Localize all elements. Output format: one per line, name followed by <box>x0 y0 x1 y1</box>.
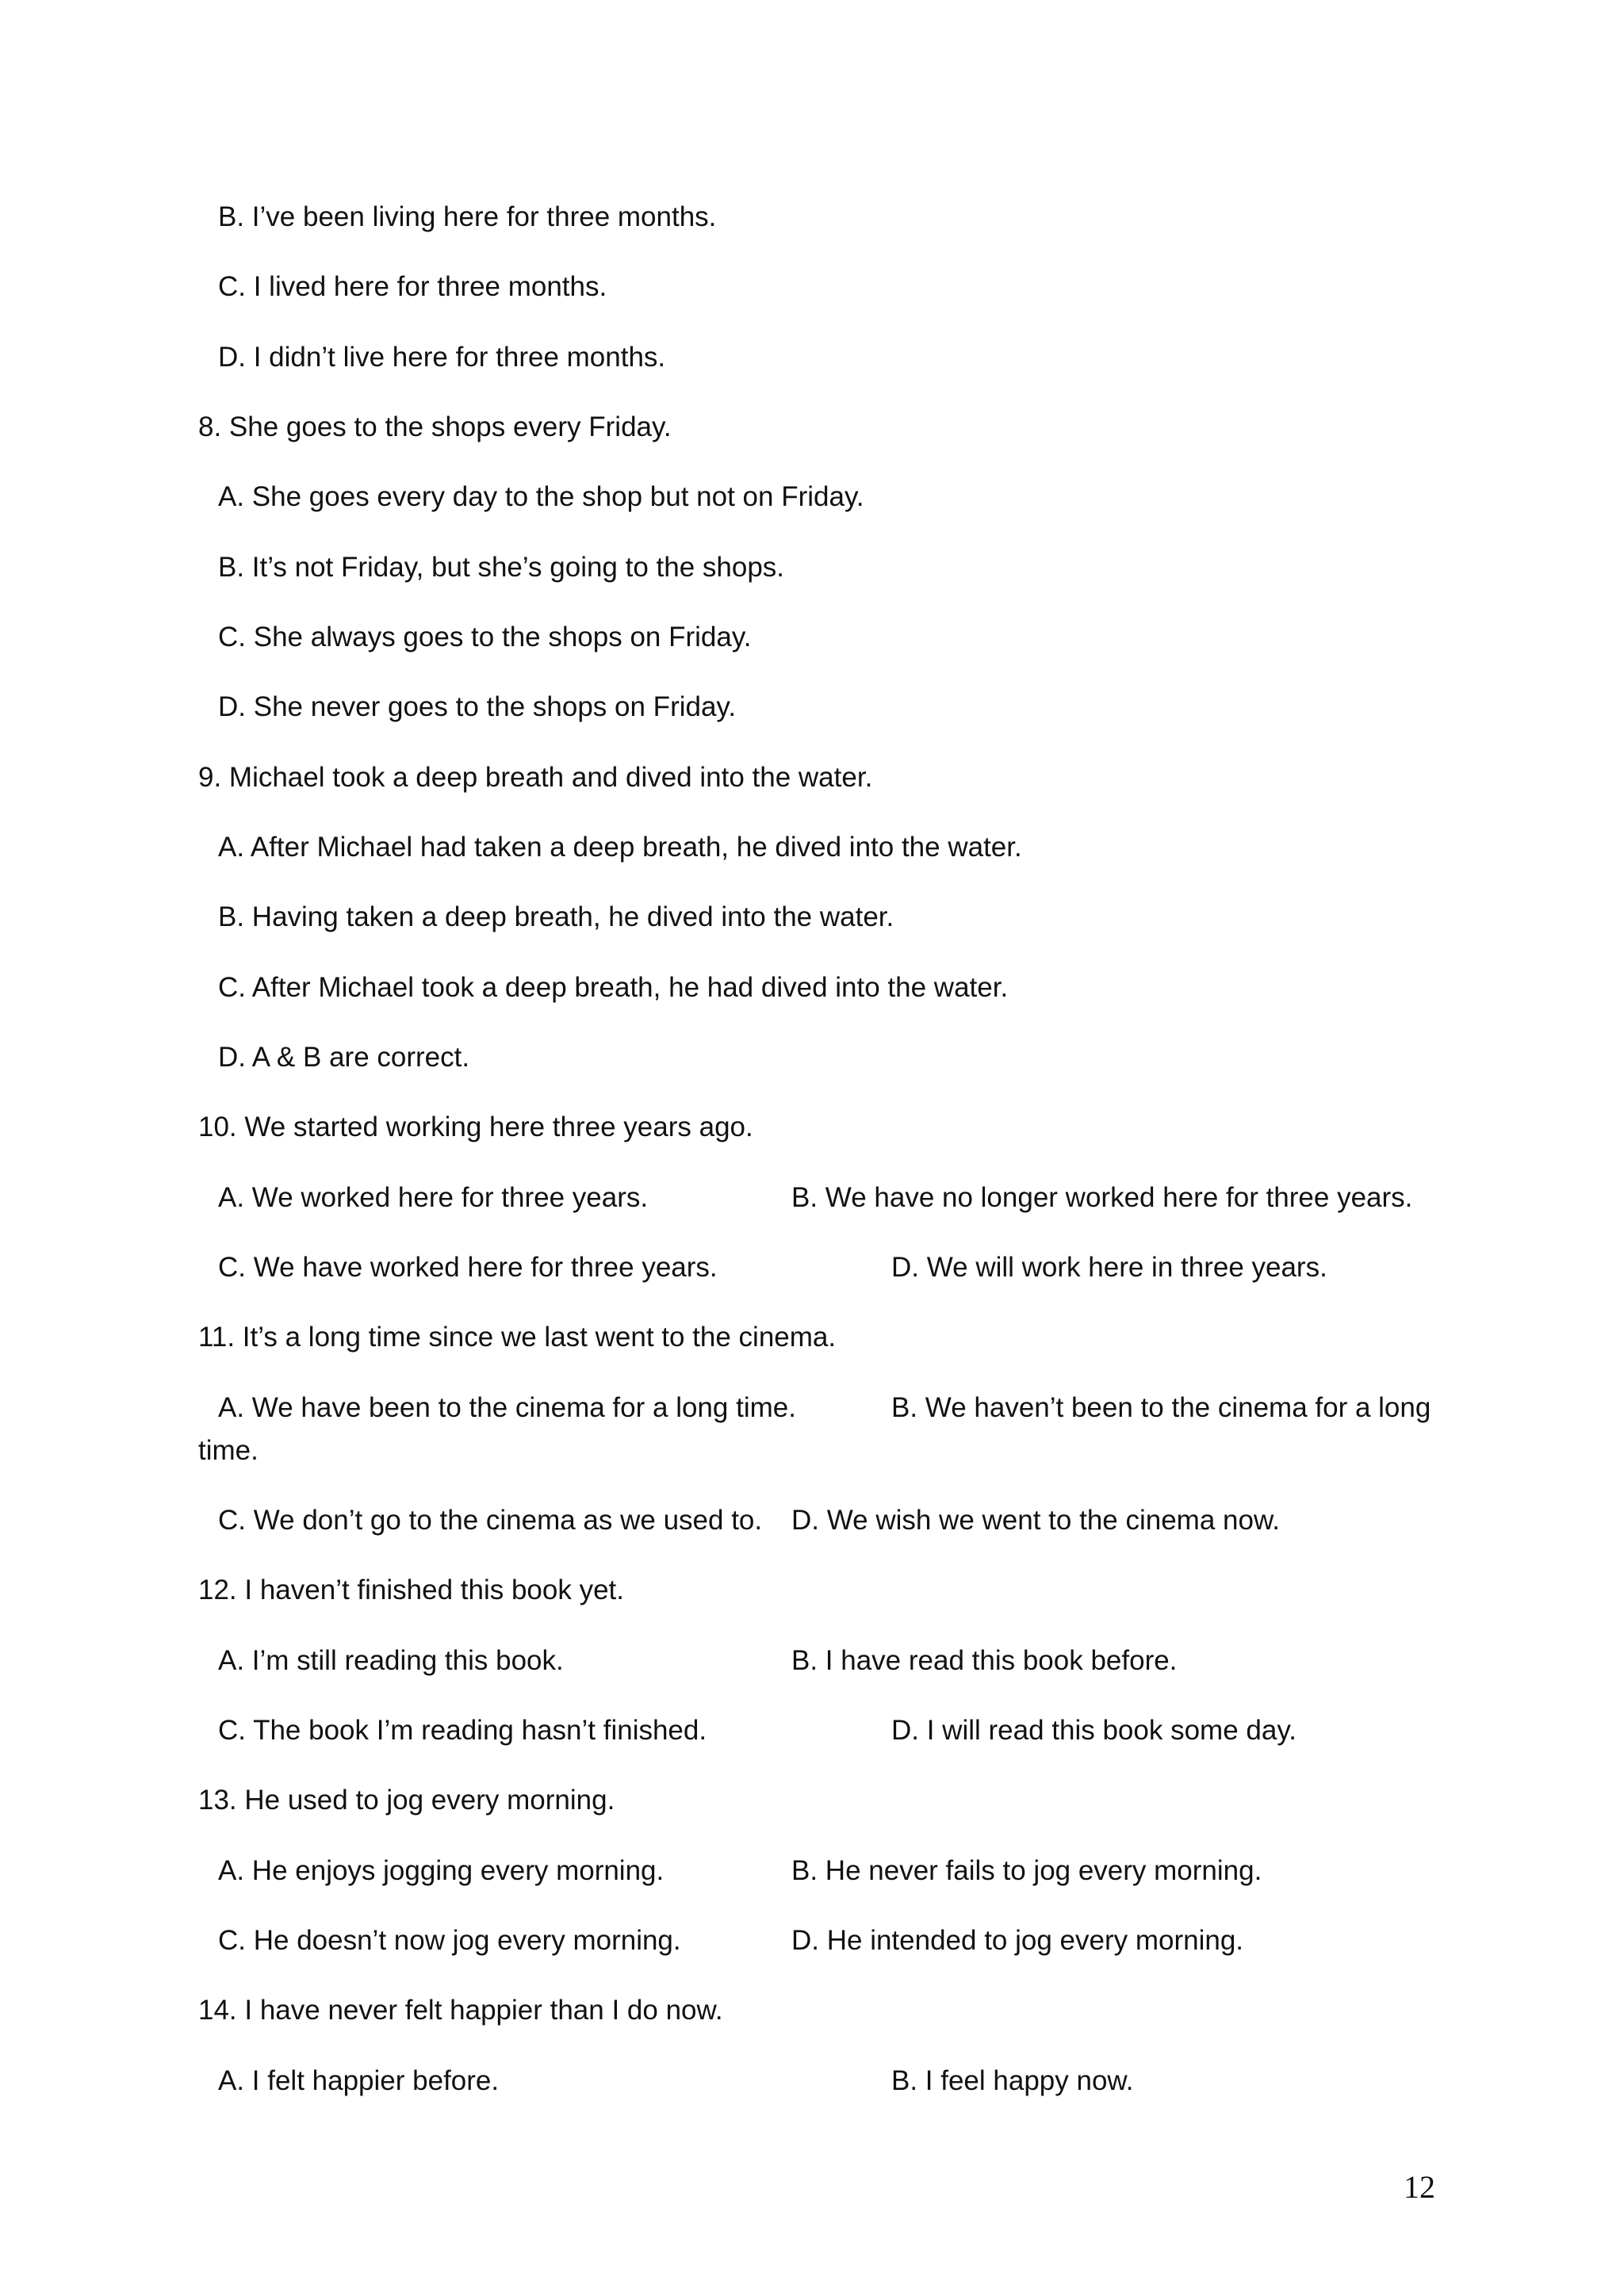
option-14-b: B. I feel happy now. <box>891 2065 1134 2096</box>
option-7-b: B. I’ve been living here for three months. <box>218 201 717 232</box>
option-7-d: D. I didn’t live here for three months. <box>218 342 666 373</box>
question-8-stem: 8. She goes to the shops every Friday. <box>198 411 672 442</box>
question-9-stem: 9. Michael took a deep breath and dived into the water. <box>198 762 873 793</box>
option-12-b: B. I have read this book before. <box>791 1645 1178 1676</box>
option-12-c: C. The book I’m reading hasn’t finished. <box>218 1715 707 1746</box>
option-9-a: A. After Michael had taken a deep breath, he dived into the water. <box>218 832 1022 863</box>
option-11-c: C. We don’t go to the cinema as we used to. <box>218 1505 763 1536</box>
option-10-a: A. We worked here for three years. <box>218 1182 649 1213</box>
option-10-d: D. We will work here in three years. <box>891 1252 1327 1283</box>
option-8-b: B. It’s not Friday, but she’s going to the shops. <box>218 552 785 583</box>
option-9-c: C. After Michael took a deep breath, he had dived into the water. <box>218 972 1009 1003</box>
question-11-stem: 11. It’s a long time since we last went to the cinema. <box>198 1322 837 1353</box>
option-9-d: D. A & B are correct. <box>218 1042 470 1073</box>
option-9-b: B. Having taken a deep breath, he dived into the water. <box>218 901 894 932</box>
option-11-b: B. We haven’t been to the cinema for a long <box>891 1392 1431 1423</box>
option-14-a: A. I felt happier before. <box>218 2065 500 2096</box>
option-8-c: C. She always goes to the shops on Friday. <box>218 622 752 652</box>
option-8-d: D. She never goes to the shops on Friday. <box>218 691 737 722</box>
option-13-b: B. He never fails to jog every morning. <box>791 1855 1262 1886</box>
question-12-stem: 12. I haven’t finished this book yet. <box>198 1575 624 1605</box>
option-13-d: D. He intended to jog every morning. <box>791 1925 1244 1956</box>
option-11-a: A. We have been to the cinema for a long time. <box>218 1392 796 1423</box>
option-13-a: A. He enjoys jogging every morning. <box>218 1855 665 1886</box>
question-10-stem: 10. We started working here three years ago. <box>198 1112 753 1142</box>
option-7-c: C. I lived here for three months. <box>218 271 607 302</box>
option-11-b-wrap: time. <box>198 1435 259 1466</box>
page-number: 12 <box>1404 2169 1435 2205</box>
option-10-b: B. We have no longer worked here for three years. <box>791 1182 1413 1213</box>
option-8-a: A. She goes every day to the shop but not on Friday. <box>218 481 864 512</box>
question-13-stem: 13. He used to jog every morning. <box>198 1785 615 1816</box>
option-13-c: C. He doesn’t now jog every morning. <box>218 1925 681 1956</box>
option-10-c: C. We have worked here for three years. <box>218 1252 718 1283</box>
option-12-a: A. I’m still reading this book. <box>218 1645 564 1676</box>
option-11-d: D. We wish we went to the cinema now. <box>791 1505 1281 1536</box>
question-14-stem: 14. I have never felt happier than I do now. <box>198 1995 723 2026</box>
option-12-d: D. I will read this book some day. <box>891 1715 1297 1746</box>
